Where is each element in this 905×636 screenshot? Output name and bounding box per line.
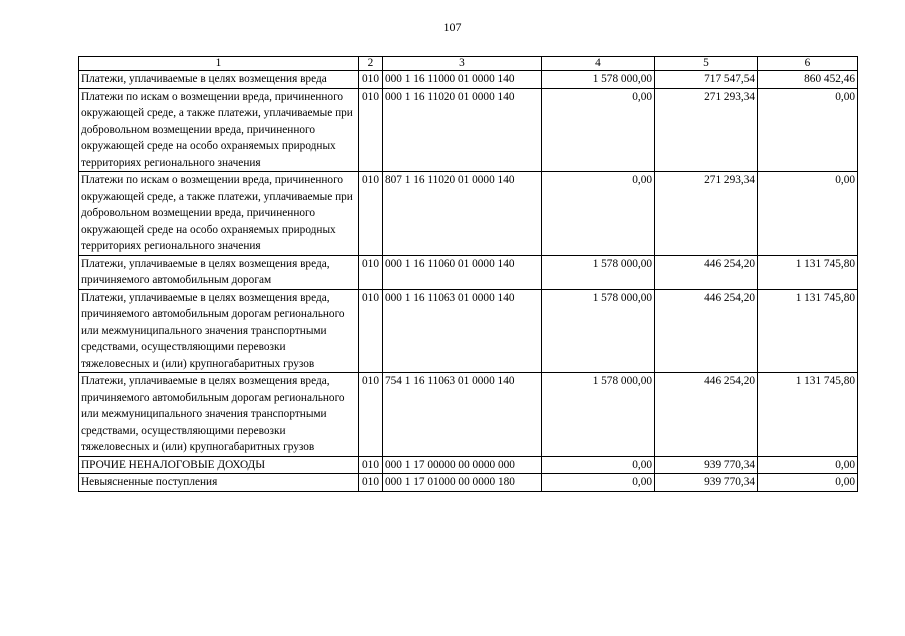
row-name: ПРОЧИЕ НЕНАЛОГОВЫЕ ДОХОДЫ [79,456,359,474]
row-col6: 1 131 745,80 [758,289,858,373]
row-col6: 860 452,46 [758,71,858,89]
header-col-2: 2 [359,57,383,71]
row-col5: 939 770,34 [655,456,758,474]
header-col-5: 5 [655,57,758,71]
row-name: Платежи по искам о возмещении вреда, причиненного окружающей среде, а также платежи, уплачиваемые при добровольном возмещении вреда, причиненного окружающей среде на особо охраняемых природных территориях регионального значения [79,172,359,256]
row-name: Платежи, уплачиваемые в целях возмещения вреда [79,71,359,89]
row-line-code: 010 [359,71,383,89]
row-col5: 717 547,54 [655,71,758,89]
row-col6: 1 131 745,80 [758,255,858,289]
row-name: Платежи, уплачиваемые в целях возмещения вреда, причиняемого автомобильным дорогам [79,255,359,289]
row-name: Платежи по искам о возмещении вреда, причиненного окружающей среде, а также платежи, уплачиваемые при добровольном возмещении вреда, причиненного окружающей среде на особо охраняемых природных территориях регионального значения [79,88,359,172]
row-col4: 0,00 [542,474,655,492]
table-row [79,373,858,457]
row-budget-code: 000 1 16 11000 01 0000 140 [383,71,542,89]
report-table [78,56,858,492]
table-row [79,456,858,474]
row-line-code: 010 [359,289,383,373]
row-col6: 0,00 [758,172,858,256]
table-row [79,474,858,492]
row-line-code: 010 [359,373,383,457]
row-name: Платежи, уплачиваемые в целях возмещения вреда, причиняемого автомобильным дорогам регионального или межмуниципального значения транспортными средствами, осуществляющими перевозки тяжеловесных и (или) крупногабаритных грузов [79,373,359,457]
row-col6: 1 131 745,80 [758,373,858,457]
table-row [79,71,858,89]
row-col6: 0,00 [758,88,858,172]
row-budget-code: 000 1 17 01000 00 0000 180 [383,474,542,492]
row-col4: 0,00 [542,88,655,172]
row-col5: 271 293,34 [655,172,758,256]
row-budget-code: 000 1 16 11020 01 0000 140 [383,88,542,172]
row-col4: 1 578 000,00 [542,71,655,89]
row-budget-code: 754 1 16 11063 01 0000 140 [383,373,542,457]
row-col5: 446 254,20 [655,255,758,289]
page-number: 107 [443,20,462,34]
table-row [79,172,858,256]
header-col-1: 1 [79,57,359,71]
row-budget-code: 000 1 16 11063 01 0000 140 [383,289,542,373]
row-budget-code: 000 1 16 11060 01 0000 140 [383,255,542,289]
row-col4: 0,00 [542,172,655,256]
row-budget-code: 807 1 16 11020 01 0000 140 [383,172,542,256]
row-col5: 939 770,34 [655,474,758,492]
header-col-3: 3 [383,57,542,71]
row-col5: 446 254,20 [655,289,758,373]
row-col4: 1 578 000,00 [542,255,655,289]
header-col-6: 6 [758,57,858,71]
row-col4: 0,00 [542,456,655,474]
row-budget-code: 000 1 17 00000 00 0000 000 [383,456,542,474]
header-col-4: 4 [542,57,655,71]
row-name: Платежи, уплачиваемые в целях возмещения вреда, причиняемого автомобильным дорогам регионального или межмуниципального значения транспортными средствами, осуществляющими перевозки тяжеловесных и (или) крупногабаритных грузов [79,289,359,373]
row-name: Невыясненные поступления [79,474,359,492]
row-col4: 1 578 000,00 [542,289,655,373]
row-line-code: 010 [359,255,383,289]
row-col5: 446 254,20 [655,373,758,457]
row-line-code: 010 [359,456,383,474]
row-line-code: 010 [359,474,383,492]
row-line-code: 010 [359,172,383,256]
row-col6: 0,00 [758,474,858,492]
row-col4: 1 578 000,00 [542,373,655,457]
row-line-code: 010 [359,88,383,172]
table-row [79,88,858,172]
table-row [79,255,858,289]
row-col6: 0,00 [758,456,858,474]
table-row [79,289,858,373]
header-row [79,57,858,71]
row-col5: 271 293,34 [655,88,758,172]
